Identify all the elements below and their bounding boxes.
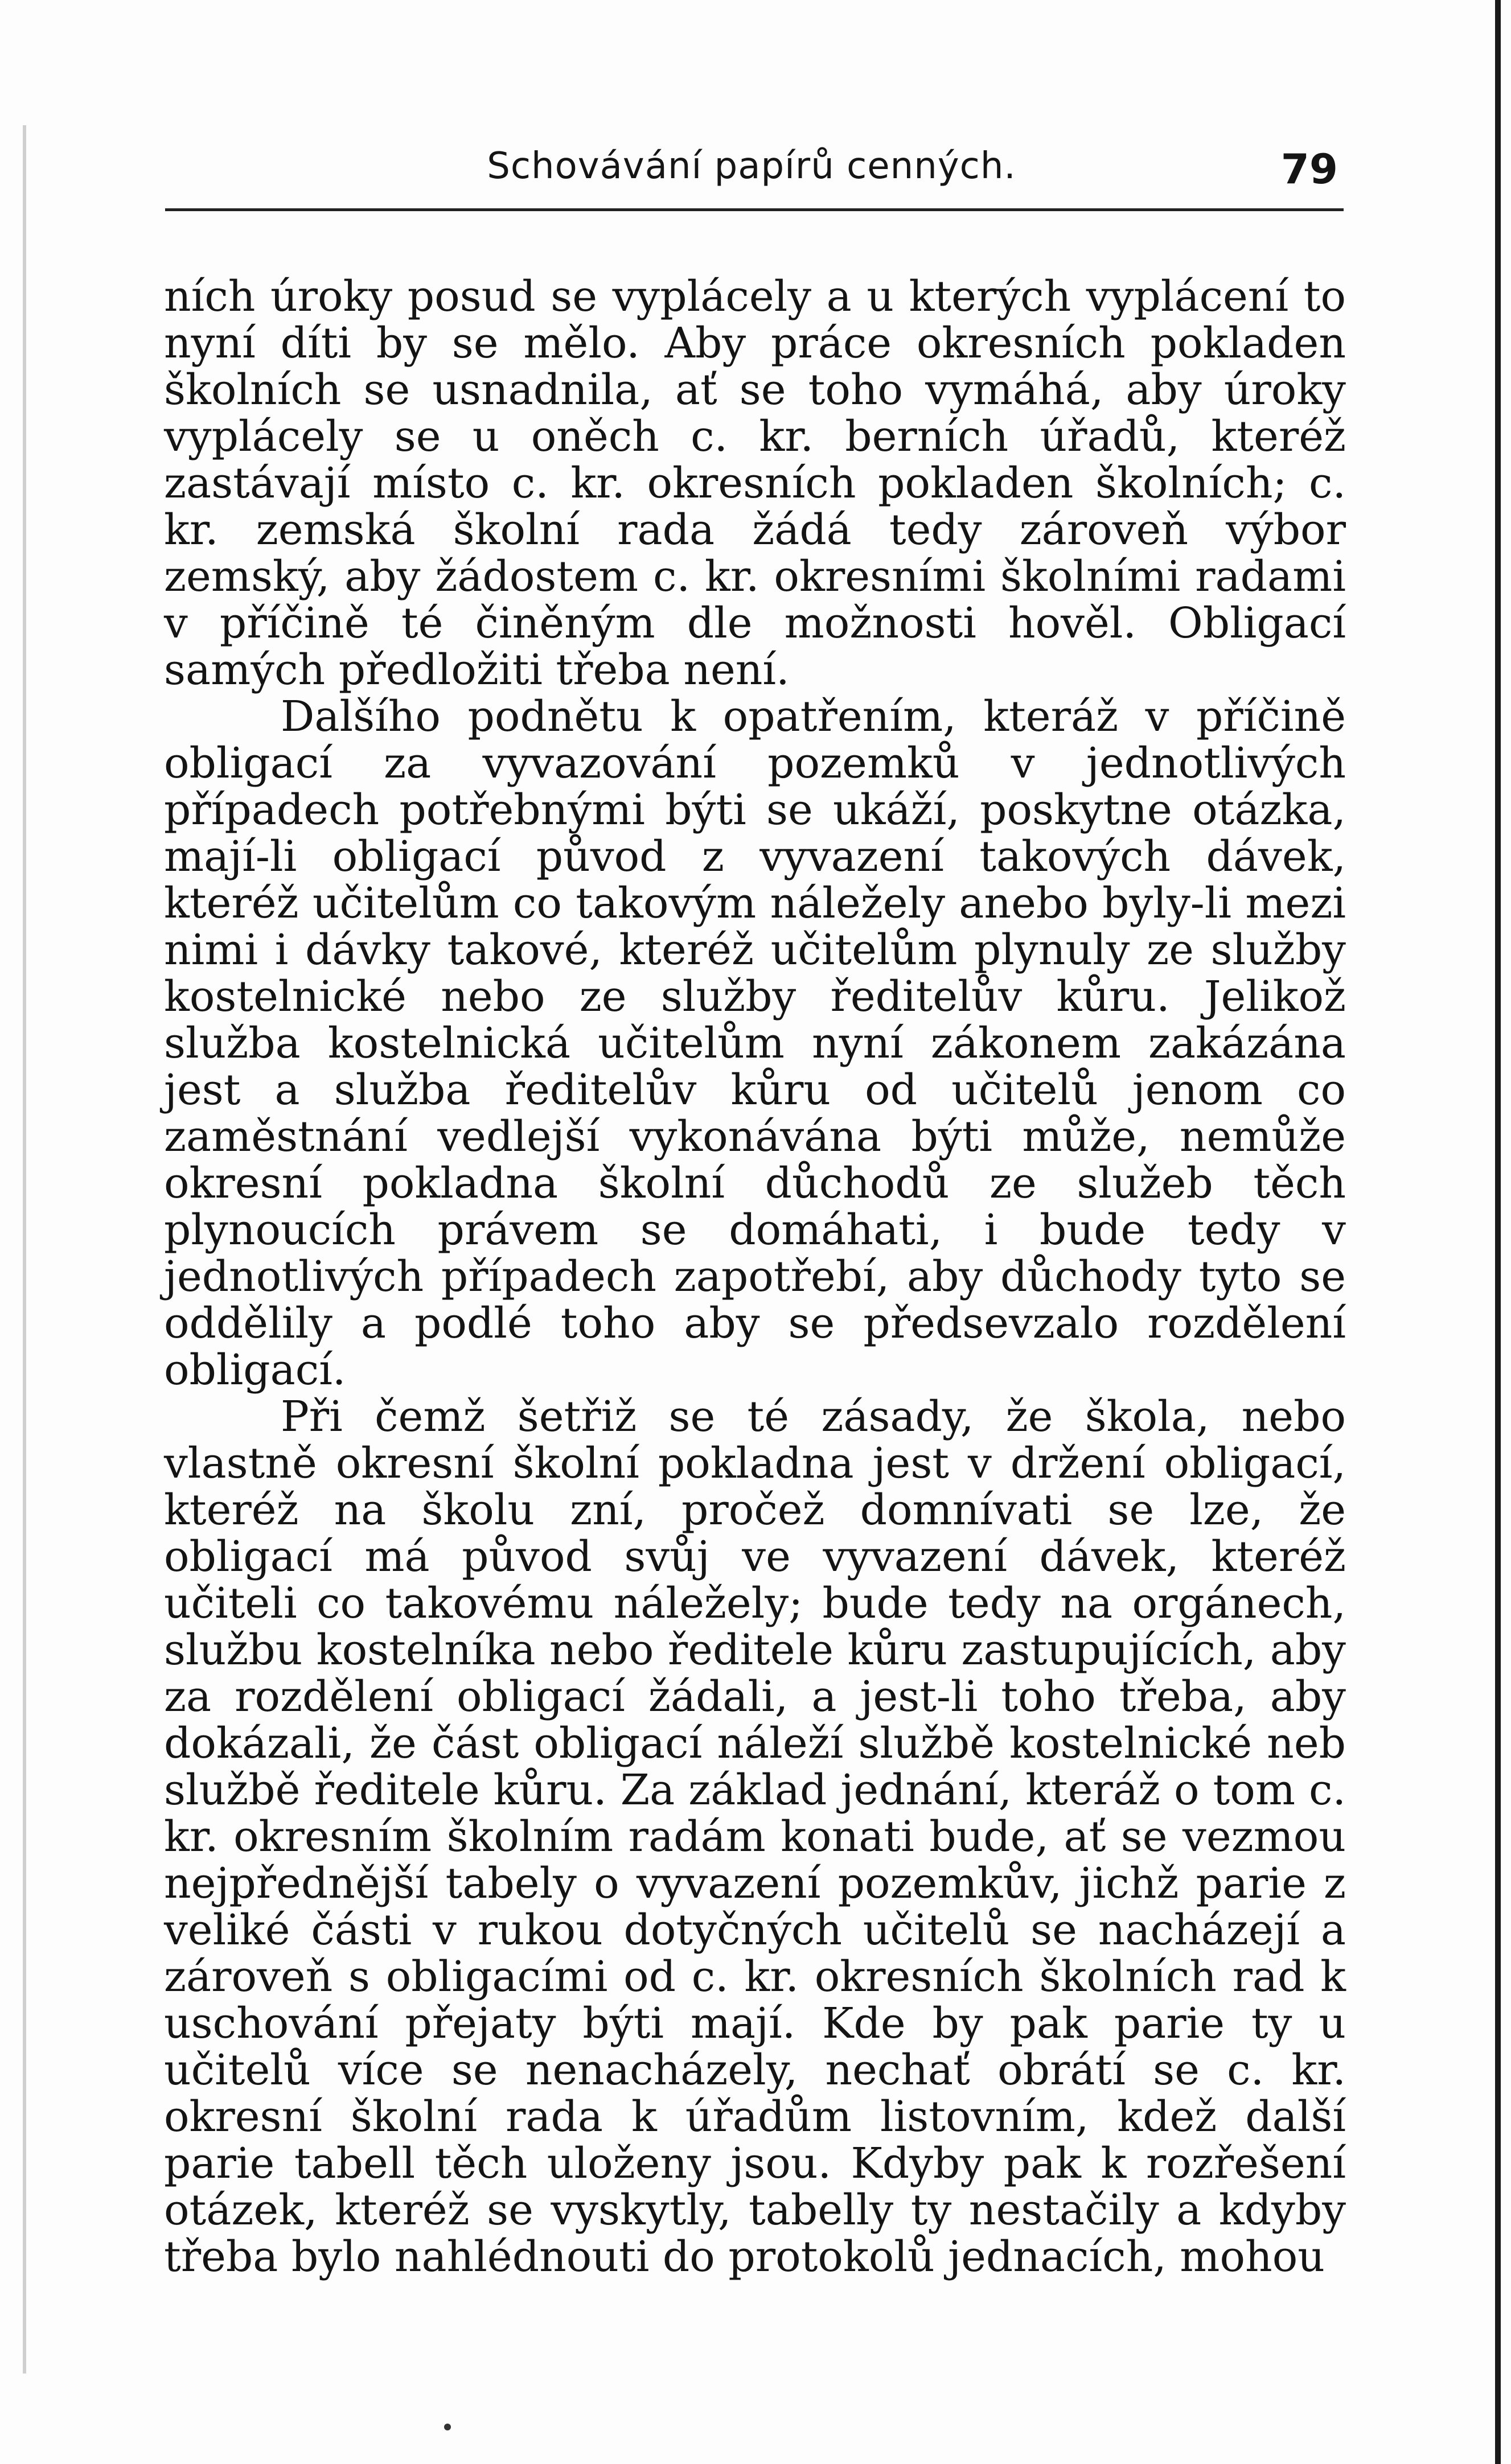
running-title: Schovávání papírů cenných. — [487, 145, 1016, 187]
print-speck — [444, 2424, 451, 2430]
page-gutter-shadow — [23, 125, 26, 2373]
page-header — [165, 145, 1338, 196]
paragraph: ních úroky posud se vyplácely a u kterých vyplácení to nyní díti by se mělo. Aby práce okresních pokladen školních se usnadnila, ať se toho vymáhá, aby úroky vyplácely se u oněch c. kr. berních úřadů, kteréž zastávají místo c. kr. okresních pokladen školních; c. kr. zemská školní rada žádá tedy zároveň výbor zemský, aby žádostem c. kr. okresními školními radami v příčině té činěným dle možnosti hověl. Obligací samých předložiti třeba není. — [164, 272, 1346, 694]
paragraph: Při čemž šetřiž se té zásady, že škola, nebo vlastně okresní školní pokladna jest v držení obligací, kteréž na školu zní, pročež domnívati se lze, že obligací má původ svůj ve vyvazení dávek, kteréž učiteli co takovému náležely; bude tedy na orgánech, službu kostelníka nebo ředitele kůru zastupujících, aby za rozdělení obligací žádali, a jest-li toho třeba, aby dokázali, že část obligací náleží službě kostelnické neb službě ředitele kůru. Za základ jednání, kteráž o tom c. kr. okresním školním radám konati bude, ať se vezmou nejpřednější tabely o vyvazení pozemkův, jichž parie z veliké části v rukou dotyčných učitelů se nacházejí a zároveň s obligacími od c. kr. okresních školních rad k uschování přejaty býti mají. Kde by pak parie ty u učitelů více se nenacházely, nechať obrátí se c. kr. okresní školní rada k úřadům listovním, kdež další parie tabell těch uloženy jsou. Kdyby pak k rozřešení otázek, kteréž se vyskytly, tabelly ty nestačily a kdyby třeba bylo nahlédnouti do protokolů jednacích, mohou — [164, 1392, 1346, 2281]
header-rule — [165, 208, 1344, 211]
page-edge — [1495, 0, 1501, 2464]
page-number: 79 — [1280, 145, 1338, 193]
paragraph: Dalšího podnětu k opatřením, kteráž v příčině obligací za vyvazování pozemků v jednotlivých případech potřebnými býti se ukáží, poskytne otázka, mají-li obligací původ z vyvazení takových dávek, kteréž učitelům co takovým náležely anebo byly-li mezi nimi i dávky takové, kteréž učitelům plynuly ze služby kostelnické nebo ze služby ředitelův kůru. Jelikož služba kostelnická učitelům nyní zákonem zakázána jest a služba ředitelův kůru od učitelů jenom co zaměstnání vedlejší vykonávána býti může, nemůže okresní pokladna školní důchodů ze služeb těch plynoucích právem se domáhati, i bude tedy v jednotlivých případech zapotřebí, aby důchody tyto se oddělily a podlé toho aby se předsevzalo rozdělení obligací. — [164, 692, 1346, 1395]
body-text — [164, 273, 1346, 2280]
